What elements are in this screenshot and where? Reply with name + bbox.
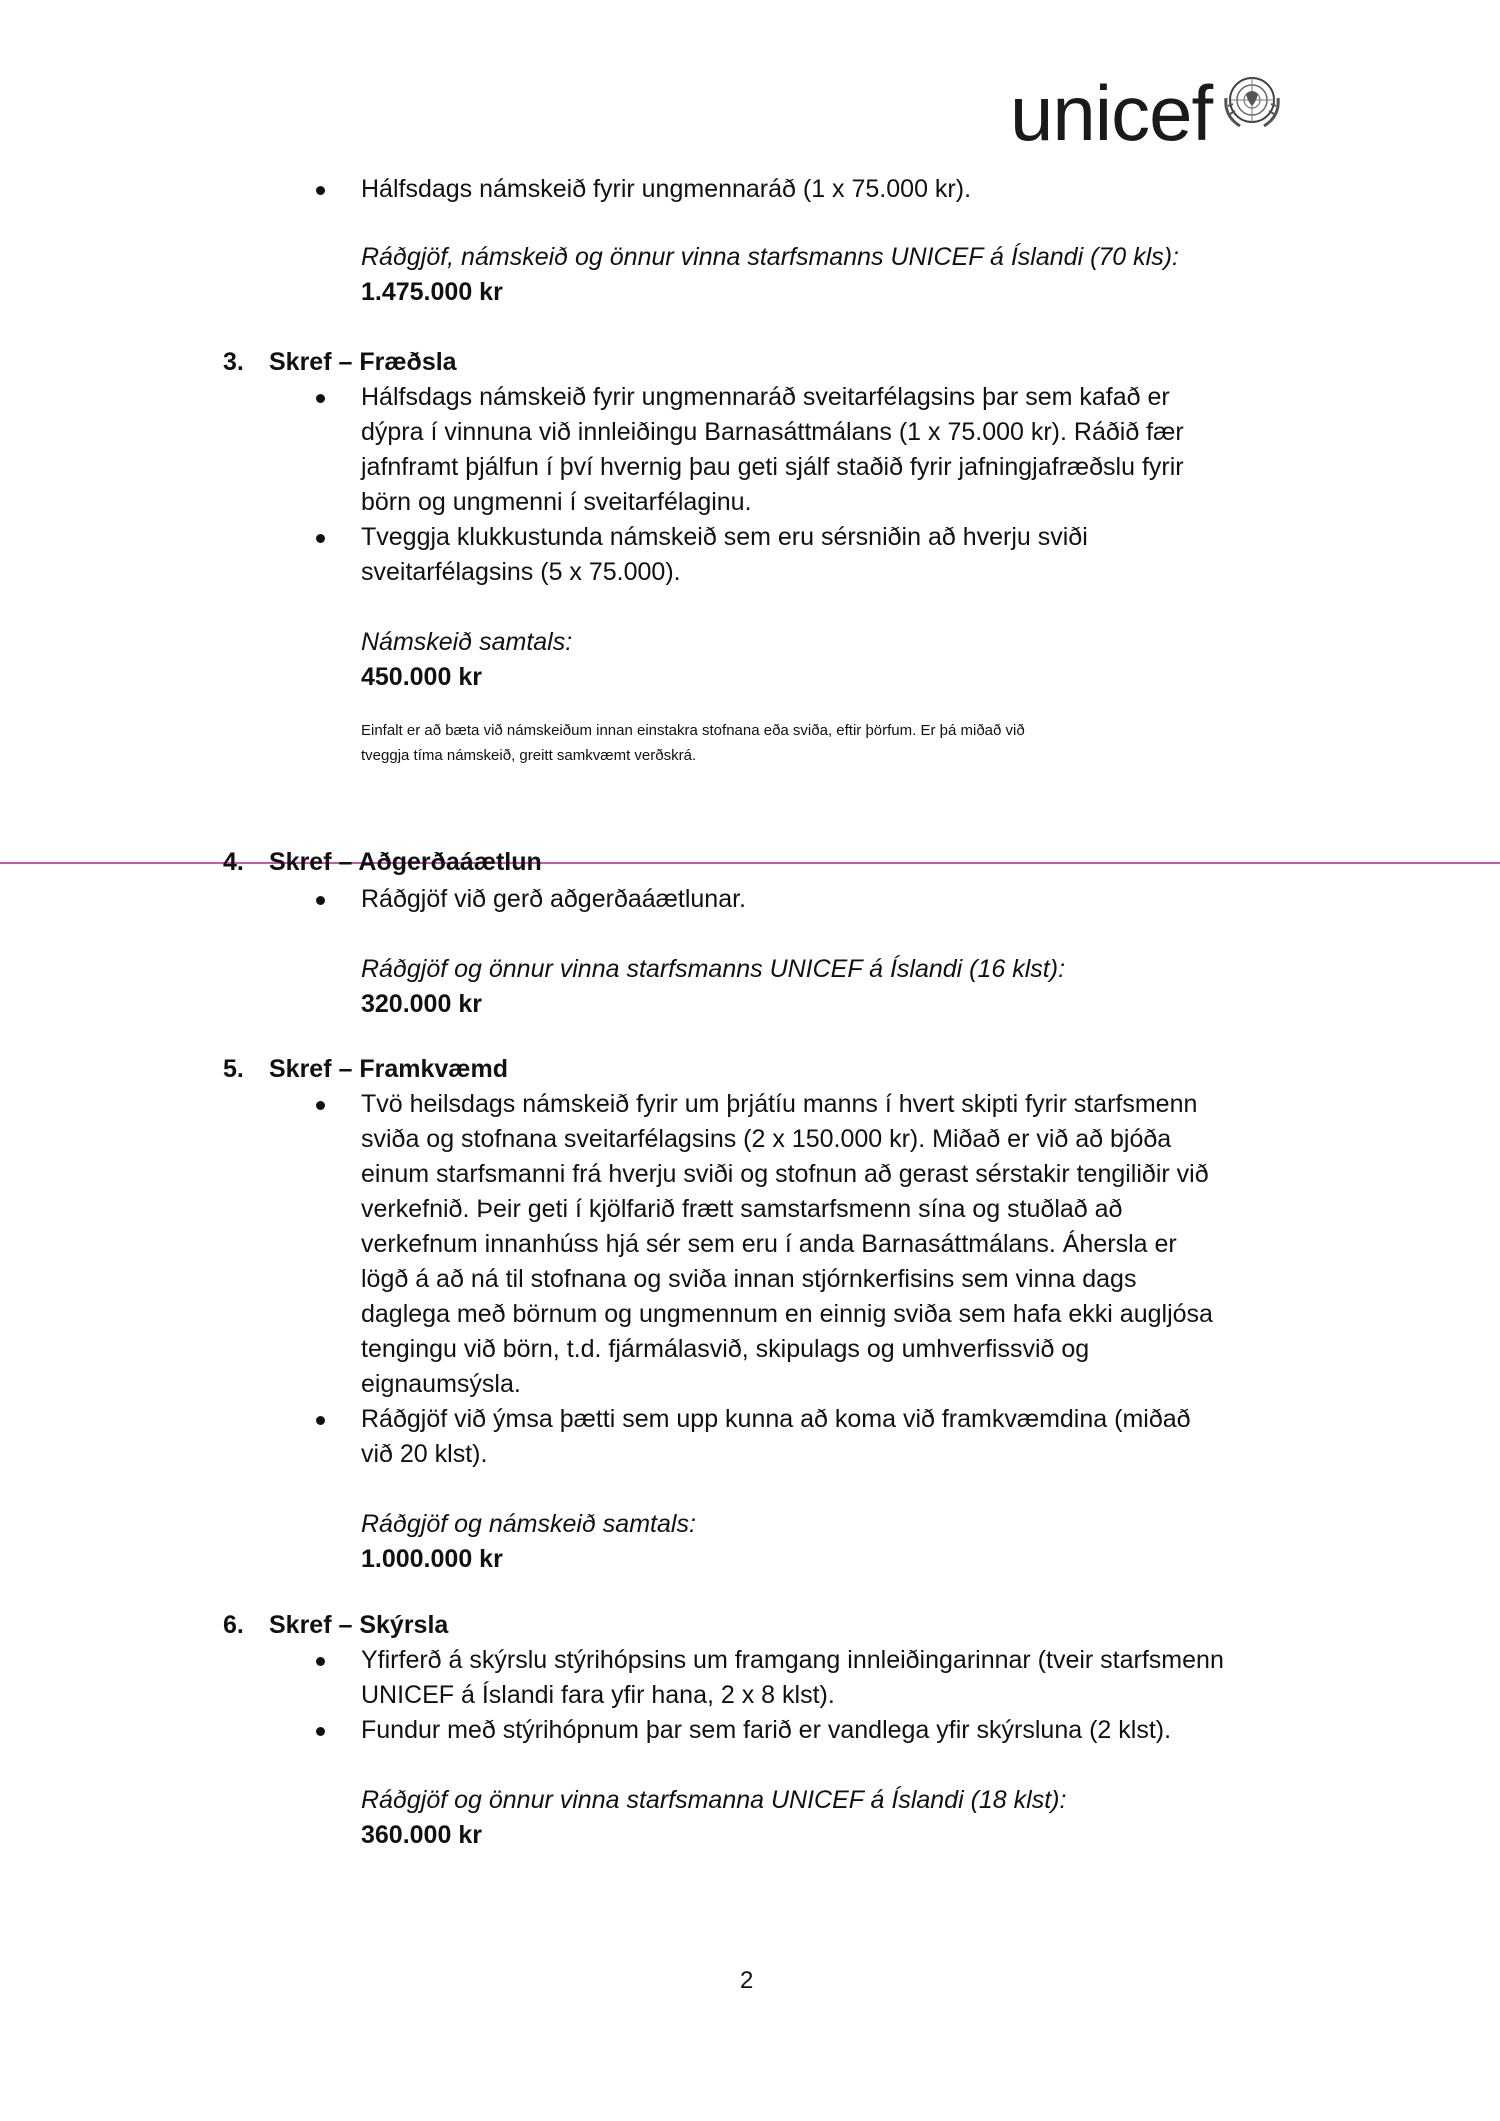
step6-bullet1-line: UNICEF á Íslandi fara yfir hana, 2 x 8 klst). xyxy=(361,1681,835,1709)
step5-bullet1-line: tengingu við börn, t.d. fjármálasvið, skipulags og umhverfissvið og xyxy=(361,1335,1090,1363)
step5-bullet2-line: Ráðgjöf við ýmsa þætti sem upp kunna að koma við framkvæmdina (miðað xyxy=(361,1405,1191,1433)
step3-bullet1-line: Hálfsdags námskeið fyrir ungmennaráð sveitarfélagsins þar sem kafað er xyxy=(361,383,1170,411)
step5-summary-amount: 1.000.000 kr xyxy=(361,1545,503,1573)
page-number: 2 xyxy=(740,1967,754,1994)
step5-heading xyxy=(223,1052,508,1087)
step3-title: Skref – Fræðsla xyxy=(269,348,457,376)
step6-summary-amount: 360.000 kr xyxy=(361,1821,482,1849)
step5-title: Skref – Framkvæmd xyxy=(269,1055,509,1083)
step4-title: Skref – Aðgerðaáætlun xyxy=(269,848,542,876)
step3-note-line: tveggja tíma námskeið, greitt samkvæmt verðskrá. xyxy=(361,747,697,764)
bullet-icon xyxy=(316,896,325,905)
step5-bullet1-line: Tvö heilsdags námskeið fyrir um þrjátíu manns í hvert skipti fyrir starfsmenn xyxy=(361,1090,1198,1118)
step5-bullet2-line: við 20 klst). xyxy=(361,1440,488,1468)
step5-bullet1-line: lögð á að ná til stofnana og sviða innan stjórnkerfisins sem vinna dags xyxy=(361,1265,1137,1293)
bullet-icon xyxy=(316,394,325,403)
step3-bullet1-line: börn og ungmenni í sveitarfélaginu. xyxy=(361,488,752,516)
step6-bullet1-line: Yfirferð á skýrslu stýrihópsins um framgang innleiðingarinnar (tveir starfsmenn xyxy=(361,1646,1224,1674)
step3-note-line: Einfalt er að bæta við námskeiðum innan einstakra stofnana eða sviða, eftir þörfum. Er þá miðað við xyxy=(361,722,1025,739)
intro-summary-label: Ráðgjöf, námskeið og önnur vinna starfsmanns UNICEF á Íslandi (70 kls): xyxy=(361,243,1179,271)
bullet-icon xyxy=(316,1101,325,1110)
step3-summary-label: Námskeið samtals: xyxy=(361,628,573,656)
step4-heading xyxy=(223,845,542,880)
step3-bullet1-line: dýpra í vinnuna við innleiðingu Barnasáttmálans (1 x 75.000 kr). Ráðið fær xyxy=(361,418,1184,446)
step5-number: 5. xyxy=(223,1055,244,1083)
bullet-icon xyxy=(316,1727,325,1736)
bullet-icon xyxy=(316,1657,325,1666)
step3-bullet2-line: sveitarfélagsins (5 x 75.000). xyxy=(361,558,681,586)
step5-bullet1-line: einum starfsmanni frá hverju sviði og stofnun að gerast sérstakir tengiliðir við xyxy=(361,1160,1209,1188)
step3-heading xyxy=(223,345,457,380)
step3-bullet2-line: Tveggja klukkustunda námskeið sem eru sérsniðin að hverju sviði xyxy=(361,523,1088,551)
step3-summary-amount: 450.000 kr xyxy=(361,663,482,691)
intro-bullet: Hálfsdags námskeið fyrir ungmennaráð (1 x 75.000 kr). xyxy=(361,175,972,203)
step4-bullet1: Ráðgjöf við gerð aðgerðaáætlunar. xyxy=(361,885,746,913)
step5-summary-label: Ráðgjöf og námskeið samtals: xyxy=(361,1510,696,1538)
step4-summary-label: Ráðgjöf og önnur vinna starfsmanns UNICEF á Íslandi (16 klst): xyxy=(361,955,1066,983)
step5-bullet1-line: daglega með börnum og ungmennum en einnig sviða sem hafa ekki augljósa xyxy=(361,1300,1213,1328)
step5-bullet1-line: sviða og stofnana sveitarfélagsins (2 x 150.000 kr). Miðað er við að bjóða xyxy=(361,1125,1172,1153)
step5-bullet1-line: eignaumsýsla. xyxy=(361,1370,521,1398)
step5-bullet1-line: verkefnið. Þeir geti í kjölfarið frætt samstarfsmenn sína og stuðlað að xyxy=(361,1195,1123,1223)
bullet-icon xyxy=(316,534,325,543)
logo-text: unicef xyxy=(1010,69,1213,157)
step6-title: Skref – Skýrsla xyxy=(269,1611,449,1639)
intro-summary-amount: 1.475.000 kr xyxy=(361,278,503,306)
bullet-icon xyxy=(316,186,325,195)
un-emblem-icon xyxy=(1216,68,1288,140)
step6-bullet2: Fundur með stýrihópnum þar sem farið er vandlega yfir skýrsluna (2 klst). xyxy=(361,1716,1172,1744)
step6-number: 6. xyxy=(223,1611,244,1639)
unicef-logo xyxy=(1010,58,1340,168)
step4-number: 4. xyxy=(223,848,244,876)
step6-heading xyxy=(223,1608,448,1643)
step4-summary-amount: 320.000 kr xyxy=(361,990,482,1018)
step3-number: 3. xyxy=(223,348,244,376)
bullet-icon xyxy=(316,1416,325,1425)
step5-bullet1-line: verkefnum innanhúss hjá sér sem eru í anda Barnasáttmálans. Áhersla er xyxy=(361,1230,1177,1258)
step3-bullet1-line: jafnframt þjálfun í því hvernig þau geti sjálf staðið fyrir jafningjafræðslu fyrir xyxy=(361,453,1184,481)
step6-summary-label: Ráðgjöf og önnur vinna starfsmanna UNICEF á Íslandi (18 klst): xyxy=(361,1786,1067,1814)
